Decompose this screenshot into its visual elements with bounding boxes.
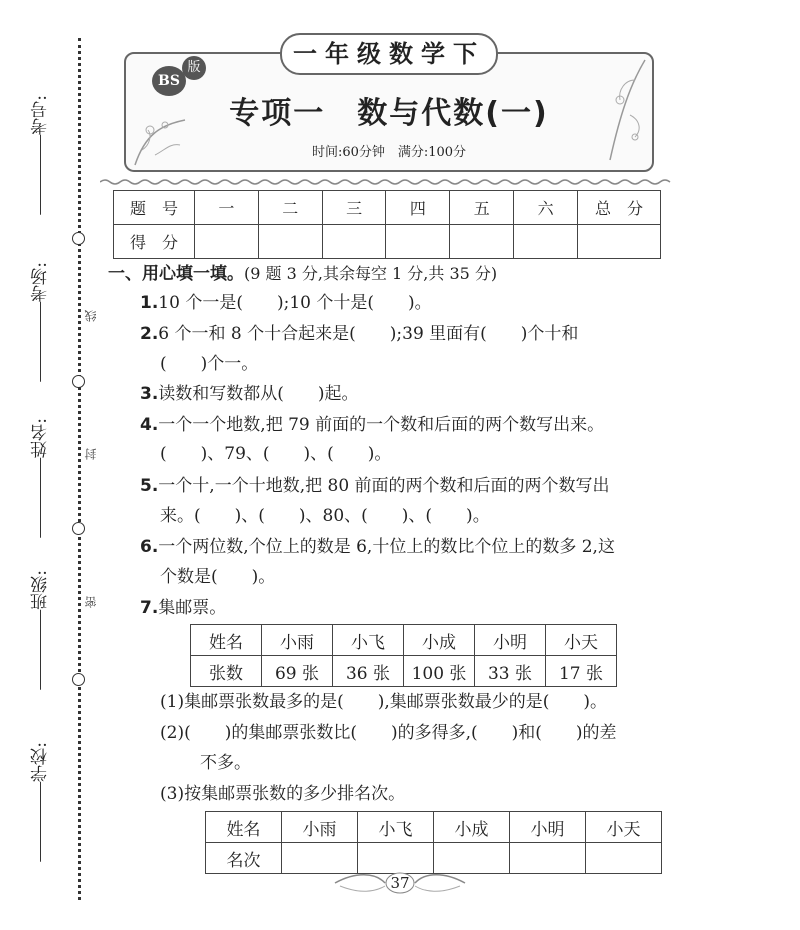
wavy-divider [100,178,675,186]
table-cell: 三 [322,191,386,225]
table-cell: 69 张 [262,656,333,687]
rank-input-cell[interactable] [586,843,662,874]
table-cell: 题 号 [114,191,195,225]
score-input-cell[interactable] [258,225,322,259]
table-cell: 得 分 [114,225,195,259]
table-cell: 17 张 [546,656,617,687]
table-cell: 小天 [546,625,617,656]
sub-question-3: (3)按集邮票张数的多少排名次。 [160,784,406,804]
question-6: 6.一个两位数,个位上的数是 6,十位上的数比个位上的数多 2,这 [140,537,615,557]
table-cell: 小明 [475,625,546,656]
question-4-continued: ( )、79、( )、( )。 [160,444,392,464]
question-6-continued: 个数是( )。 [160,567,276,587]
table-row [191,656,617,687]
page-title: 专项一 数与代数(一) [229,96,549,131]
table-cell: 名次 [206,843,282,874]
score-header-row [114,191,661,225]
question-7: 7.集邮票。 [140,598,227,618]
rank-input-cell[interactable] [434,843,510,874]
time-info: 时间:60分钟 满分:100分 [311,145,467,160]
name-field[interactable]: 姓名: [28,418,53,542]
table-cell: 姓名 [206,812,282,843]
binding-dotted-line [78,38,81,900]
page-number: 37 [390,874,410,892]
binding-circle [72,375,85,388]
class-field[interactable]: 班级: [28,570,53,694]
table-cell: 小天 [586,812,662,843]
table-cell: 小成 [434,812,510,843]
table-cell: 小飞 [358,812,434,843]
table-cell: 一 [195,191,259,225]
score-table [113,190,661,259]
table-row [206,843,662,874]
binding-circle [72,673,85,686]
table-cell: 六 [514,191,578,225]
table-cell: 张数 [191,656,262,687]
table-cell: 100 张 [404,656,475,687]
question-2: 2.6 个一和 8 个十合起来是( );39 里面有( )个十和 [140,324,579,344]
question-4: 4.一个一个地数,把 79 前面的一个数和后面的两个数写出来。 [140,415,605,435]
table-row [206,812,662,843]
sub-question-2: (2)( )的集邮票张数比( )的多得多,( )和( )的差 [160,723,617,743]
binding-margin [0,0,100,930]
seal-mark-line: 线 [84,310,98,322]
question-5: 5.一个十,一个十地数,把 80 前面的两个数和后面的两个数写出 [140,476,610,496]
table-cell: 小飞 [333,625,404,656]
binding-circle [72,522,85,535]
grade-label: 一年级数学下 [280,33,498,75]
edition-suffix-badge: 版 [182,56,206,80]
score-input-cell[interactable] [386,225,450,259]
table-row [191,625,617,656]
edition-badge: BS [152,66,186,96]
binding-circle [72,232,85,245]
table-cell: 五 [450,191,514,225]
table-cell: 小成 [404,625,475,656]
table-cell: 小雨 [262,625,333,656]
question-3: 3.读数和写数都从( )起。 [140,384,359,404]
score-input-cell[interactable] [450,225,514,259]
table-cell: 小明 [510,812,586,843]
table-cell: 四 [386,191,450,225]
rank-input-cell[interactable] [510,843,586,874]
rank-input-cell[interactable] [358,843,434,874]
school-field[interactable]: 学校: [28,742,53,866]
question-5-continued: 来。( )、( )、80、( )、( )。 [160,506,490,526]
question-1: 1.10 个一是( );10 个十是( )。 [140,293,432,313]
score-input-cell[interactable] [322,225,386,259]
table-cell: 小雨 [282,812,358,843]
exam-room-field[interactable]: 考场: [28,262,53,386]
section-heading: 一、用心填一填。(9 题 3 分,其余每空 1 分,共 35 分) [108,264,498,284]
rank-input-cell[interactable] [282,843,358,874]
table-cell: 总 分 [578,191,661,225]
seal-mark-seal: 封 [84,448,98,460]
table-cell: 33 张 [475,656,546,687]
table-cell: 二 [258,191,322,225]
seal-mark-secret: 密 [84,596,98,608]
stamp-table [190,624,617,687]
sub-question-2-continued: 不多。 [200,753,251,773]
score-input-cell[interactable] [578,225,661,259]
rank-table [205,811,662,874]
table-cell: 姓名 [191,625,262,656]
question-2-continued: ( )个一。 [160,354,259,374]
score-input-cell[interactable] [195,225,259,259]
score-input-cell[interactable] [514,225,578,259]
table-cell: 36 张 [333,656,404,687]
score-input-row [114,225,661,259]
exam-no-field[interactable]: 考号: [28,95,53,219]
sub-question-1: (1)集邮票张数最多的是( ),集邮票张数最少的是( )。 [160,692,608,712]
